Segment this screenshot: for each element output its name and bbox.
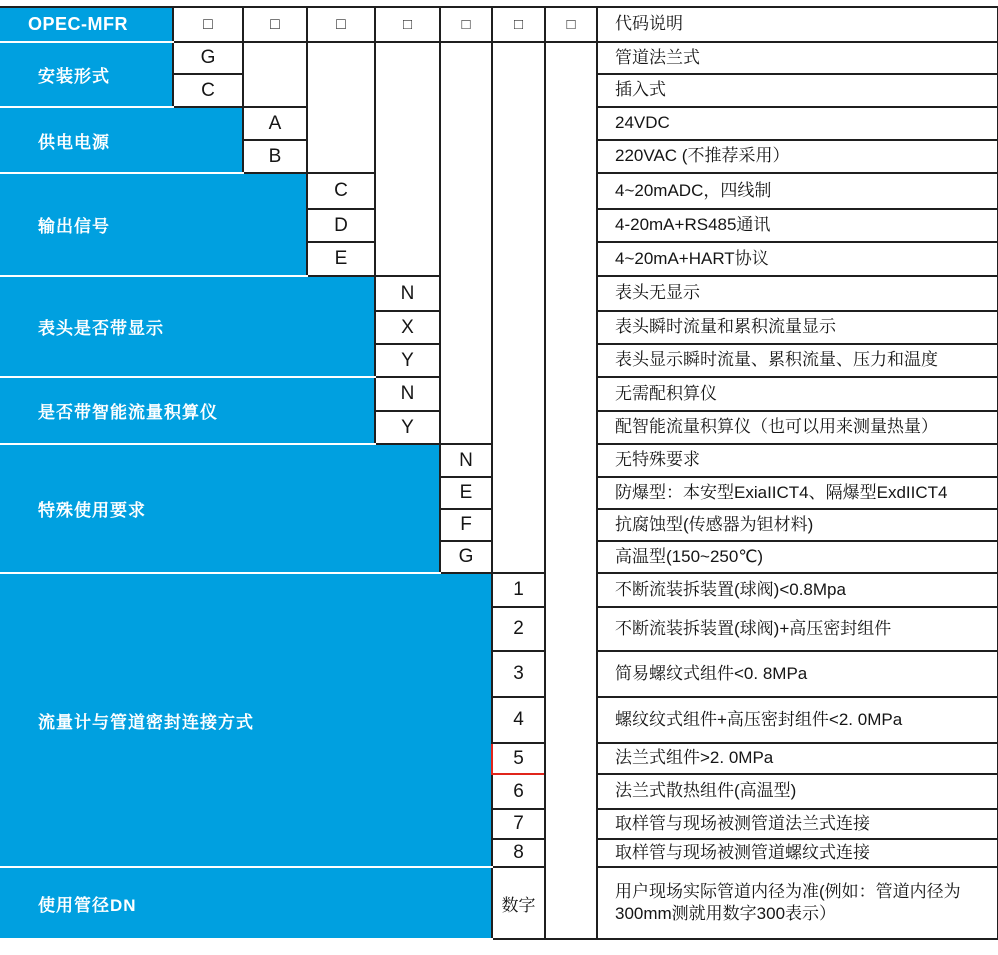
code-cell: 4 [492,697,545,743]
code-cell: 1 [492,573,545,607]
code-cell: G [173,42,243,74]
description-cell: 高温型(150~250℃) [597,541,998,573]
description-cell: 简易螺纹式组件<0. 8MPa [597,651,998,697]
table-row [0,573,998,607]
description-cell: 24VDC [597,107,998,140]
description-cell: 4-20mA+RS485通讯 [597,209,998,242]
code-cell: 6 [492,774,545,809]
code-cell: A [243,107,307,140]
description-cell: 螺纹纹式组件+高压密封组件<2. 0MPa [597,697,998,743]
code-cell: 7 [492,809,545,839]
description-cell: 4~20mA+HART协议 [597,242,998,276]
code-cell: 2 [492,607,545,651]
code-cell: N [375,377,440,411]
description-cell: 用户现场实际管道内径为准(例如：管道内径为300mm测就用数字300表示） [597,867,998,939]
group-label-output-signal: 输出信号 [0,173,307,276]
empty-code-column-cell [545,42,597,939]
code-cell: 8 [492,839,545,867]
code-cell: 数字 [492,867,545,939]
code-cell: F [440,509,492,541]
description-cell: 表头无显示 [597,276,998,311]
group-label-connection-method: 流量计与管道密封连接方式 [0,573,492,867]
code-cell: B [243,140,307,173]
empty-code-column-cell [375,42,440,276]
empty-code-column-cell [307,42,375,173]
code-cell: N [375,276,440,311]
table-row [0,867,998,939]
group-label-pipe-diameter: 使用管径DN [0,867,492,939]
description-cell: 4~20mADC，四线制 [597,173,998,209]
description-cell: 管道法兰式 [597,42,998,74]
code-placeholder-box-7: □ [545,7,597,42]
code-placeholder-box-4: □ [375,7,440,42]
code-cell: N [440,444,492,477]
code-cell: E [440,477,492,509]
code-cell: Y [375,344,440,377]
code-cell: Y [375,411,440,444]
description-cell: 表头显示瞬时流量、累积流量、压力和温度 [597,344,998,377]
description-cell: 插入式 [597,74,998,107]
description-cell: 220VAC (不推荐采用） [597,140,998,173]
table-row [0,42,998,74]
code-cell: X [375,311,440,344]
group-label-power-supply: 供电电源 [0,107,243,173]
description-cell: 抗腐蚀型(传感器为钽材料) [597,509,998,541]
empty-code-column-cell [440,42,492,444]
code-placeholder-box-1: □ [173,7,243,42]
description-cell: 法兰式组件>2. 0MPa [597,743,998,774]
description-cell: 不断流装拆装置(球阀)<0.8Mpa [597,573,998,607]
description-cell: 表头瞬时流量和累积流量显示 [597,311,998,344]
description-cell: 法兰式散热组件(高温型) [597,774,998,809]
code-placeholder-box-2: □ [243,7,307,42]
group-label-installation-type: 安装形式 [0,42,173,107]
description-column-title: 代码说明 [597,7,998,42]
group-label-special-requirements: 特殊使用要求 [0,444,440,573]
code-placeholder-box-5: □ [440,7,492,42]
empty-code-column-cell [492,42,545,573]
model-name: OPEC-MFR [0,7,173,42]
description-cell: 防爆型：本安型ExiaIICT4、隔爆型ExdIICT4 [597,477,998,509]
code-cell: D [307,209,375,242]
description-cell: 取样管与现场被测管道法兰式连接 [597,809,998,839]
ordering-code-table-page [0,6,998,955]
description-cell: 配智能流量积算仪（也可以用来测量热量） [597,411,998,444]
header-row [0,7,998,42]
model-selection-table [0,6,998,940]
code-cell: C [173,74,243,107]
code-cell: C [307,173,375,209]
empty-code-column-cell [243,42,307,107]
group-label-totalizer: 是否带智能流量积算仪 [0,377,375,444]
code-cell: G [440,541,492,573]
description-cell: 不断流装拆装置(球阀)+高压密封组件 [597,607,998,651]
code-placeholder-box-6: □ [492,7,545,42]
description-cell: 无特殊要求 [597,444,998,477]
description-cell: 取样管与现场被测管道螺纹式连接 [597,839,998,867]
code-cell-highlighted: 5 [492,743,545,774]
code-cell: 3 [492,651,545,697]
description-cell: 无需配积算仪 [597,377,998,411]
code-cell: E [307,242,375,276]
group-label-display: 表头是否带显示 [0,276,375,377]
code-placeholder-box-3: □ [307,7,375,42]
